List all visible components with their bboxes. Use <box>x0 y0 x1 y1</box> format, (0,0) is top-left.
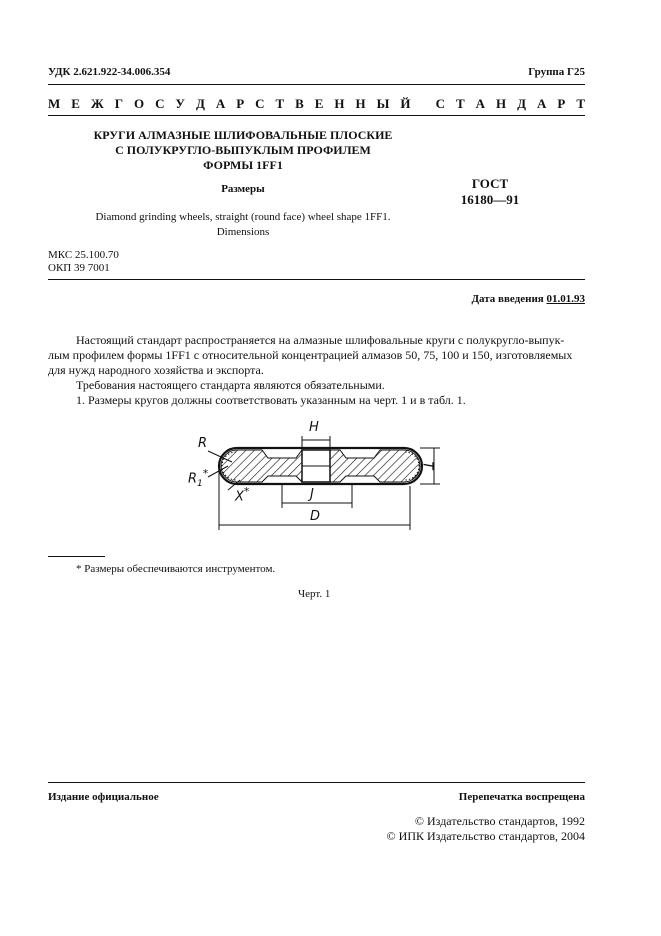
banner-letter: А <box>475 96 486 111</box>
group-code: Группа Г25 <box>528 66 585 78</box>
body-p1-line-2: лым профилем формы 1FF1 с относительной концентрацией алмазов 50, 75, 100 и 150, изготовляемых <box>48 348 573 362</box>
classifiers <box>48 249 119 275</box>
title-line-3: ФОРМЫ 1FF1 <box>203 158 283 172</box>
banner-letter: А <box>537 96 547 111</box>
label-t: T <box>419 461 435 470</box>
gost-number: 16180—91 <box>460 192 520 207</box>
banner-letter: Р <box>236 96 245 111</box>
wheel-section-left <box>221 450 302 482</box>
banner-letter: С <box>155 96 165 111</box>
banner-letter: Й <box>400 96 411 111</box>
header-rule-bottom <box>48 115 585 116</box>
udk-code: УДК 2.621.922-34.006.354 <box>48 66 171 78</box>
banner-letter: А <box>215 96 226 111</box>
banner-letter: У <box>175 96 185 111</box>
intro-date-value: 01.01.93 <box>546 293 585 305</box>
okp-code: ОКП 39 7001 <box>48 262 110 274</box>
banner-letter: Г <box>114 96 123 111</box>
introduction-date <box>471 293 585 305</box>
banner-letter: Ж <box>90 96 104 111</box>
banner-letter: Д <box>517 96 527 111</box>
body-p1-line-1: Настоящий стандарт распространяется на алмазные шлифовальные круги с полукругло-выпук- <box>76 333 565 347</box>
banner-letter: Т <box>275 96 285 111</box>
body-paragraph-1 <box>48 333 585 378</box>
figure-caption: Черт. 1 <box>298 588 331 600</box>
title-line-2: С ПОЛУКРУГЛО-ВЫПУКЛЫМ ПРОФИЛЕМ <box>115 143 371 157</box>
label-d: D <box>310 509 321 524</box>
banner-letter: Т <box>576 96 585 111</box>
banner-letter: О <box>133 96 145 111</box>
title-line-1: КРУГИ АЛМАЗНЫЕ ШЛИФОВАЛЬНЫЕ ПЛОСКИЕ <box>93 128 393 142</box>
interstate-standard-banner <box>48 96 585 112</box>
label-r: R <box>198 436 208 451</box>
banner-letter: Д <box>195 96 205 111</box>
copyright-line-1: © Издательство стандартов, 1992 <box>414 814 585 828</box>
header-rule-top <box>48 84 585 85</box>
title-block <box>48 128 438 173</box>
banner-letter: Е <box>71 96 80 111</box>
gost-label: ГОСТ <box>471 176 509 191</box>
label-j: J <box>310 487 314 502</box>
banner-letter: Н <box>355 96 366 111</box>
english-title <box>48 210 438 240</box>
edition-note: Издание официальное <box>48 791 159 803</box>
copyright-block <box>387 814 585 844</box>
classifier-rule <box>48 279 585 280</box>
banner-letter: М <box>48 96 61 111</box>
banner-letter: С <box>435 96 446 111</box>
banner-letter: Н <box>496 96 507 111</box>
intro-date-label: Дата введения <box>471 293 544 305</box>
mks-code: МКС 25.100.70 <box>48 249 119 261</box>
body-paragraph-3: 1. Размеры кругов должны соответствовать указанным на черт. 1 и в табл. 1. <box>76 393 466 407</box>
banner-letter: С <box>255 96 265 111</box>
body-paragraph-2: Требования настоящего стандарта являются обязательными. <box>76 378 385 392</box>
footnote-rule <box>48 556 105 557</box>
banner-letter: В <box>295 96 304 111</box>
banner-letter <box>421 96 424 112</box>
reprint-note: Перепечатка воспрещена <box>458 791 585 803</box>
banner-letter: Т <box>456 96 465 111</box>
footer-rule <box>48 782 585 783</box>
english-title-line-2: Dimensions <box>216 226 270 238</box>
body-p1-line-3: для нужд народного хозяйства и экспорта. <box>48 363 264 377</box>
banner-letter: Ы <box>376 96 390 111</box>
wheel-section-right <box>330 450 420 482</box>
banner-letter: Р <box>557 96 566 111</box>
banner-letter: Н <box>334 96 345 111</box>
label-r1: $R_1^*$ <box>188 467 209 489</box>
english-title-line-1: Diamond grinding wheels, straight (round face) wheel shape 1FF1. <box>95 211 391 223</box>
label-x: X* <box>235 485 250 505</box>
footnote: * Размеры обеспечиваются инструментом. <box>76 563 276 575</box>
gost-designation <box>440 176 540 208</box>
title-subtitle: Размеры <box>221 183 265 195</box>
label-h: H <box>309 420 319 435</box>
banner-letter: Е <box>314 96 324 111</box>
copyright-line-2: © ИПК Издательство стандартов, 2004 <box>386 829 585 843</box>
